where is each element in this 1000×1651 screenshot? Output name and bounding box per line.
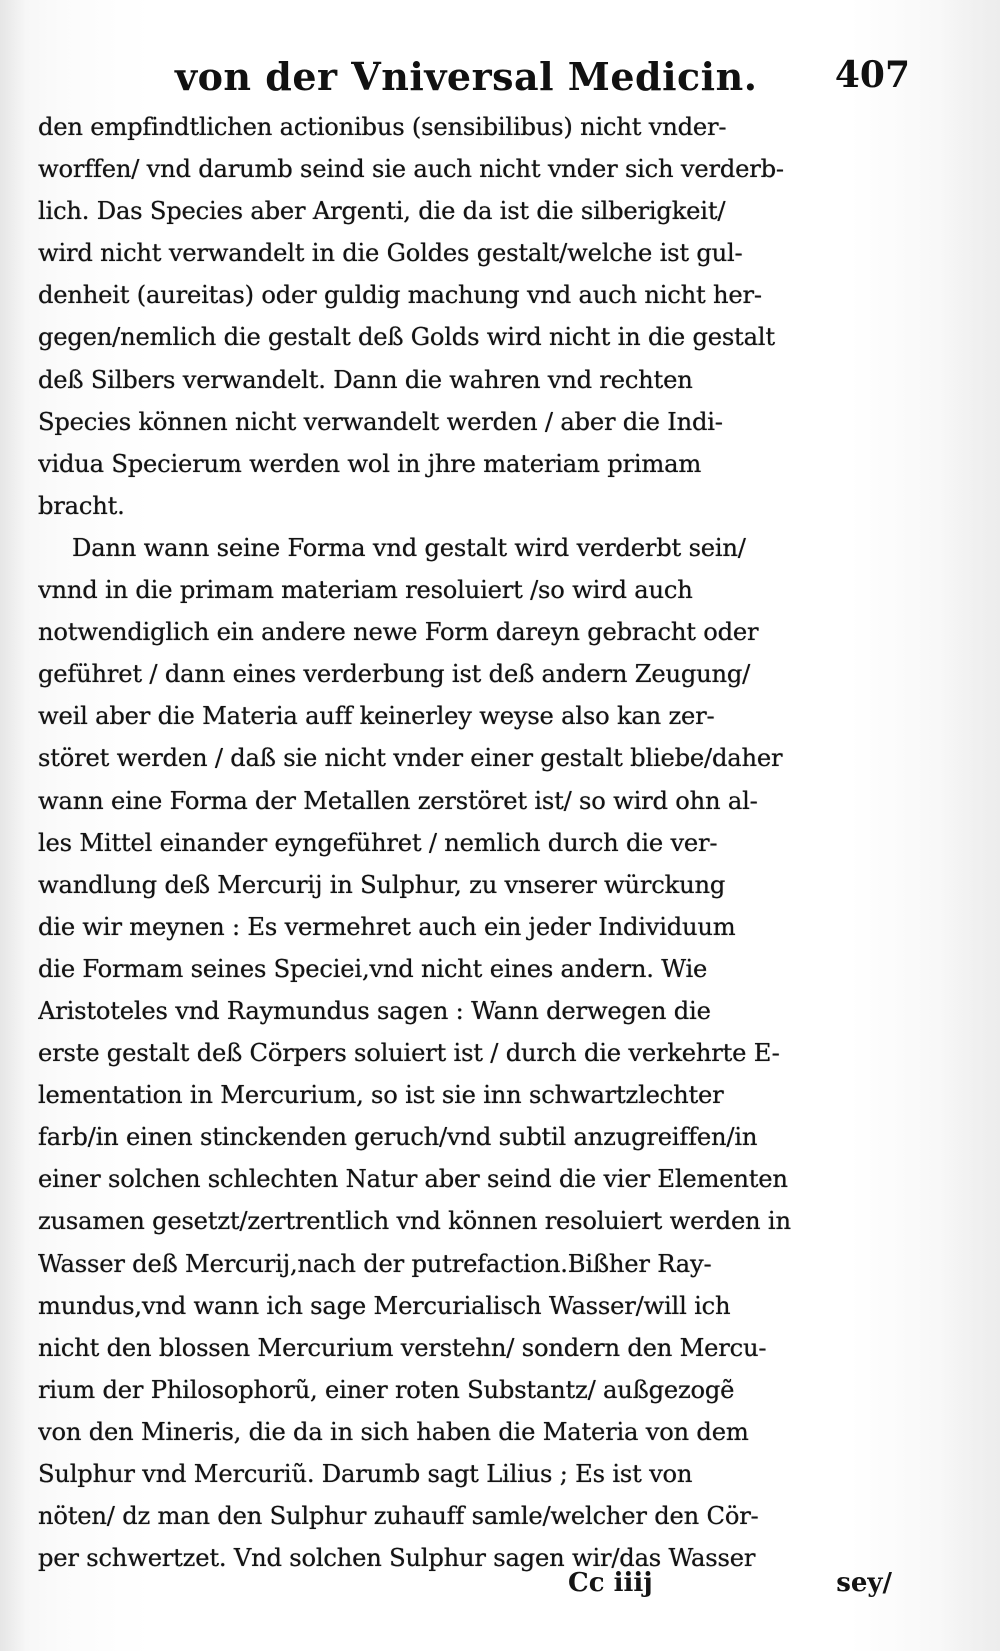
page-number: 407 <box>834 54 910 96</box>
text-line: worffen/ vnd darumb seind sie auch nicht vnder sich verderb- <box>38 155 784 184</box>
text-line: wandlung deß Mercurij in Sulphur, zu vnserer würckung <box>38 870 726 899</box>
page-shadow-right <box>940 0 1000 1651</box>
text-line: erste gestalt deß Cörpers soluiert ist / durch die verkehrte E- <box>38 1039 780 1068</box>
text-line: Sulphur vnd Mercuriũ. Darumb sagt Lilius ; Es ist von <box>38 1460 693 1488</box>
text-line: notwendiglich ein andere newe Form dareyn gebracht oder <box>38 618 759 647</box>
text-line: denheit (aureitas) oder guldig machung vnd auch nicht her- <box>38 281 762 310</box>
text-line: farb/in einen stinckenden geruch/vnd subtil anzugreiffen/in <box>38 1123 758 1152</box>
text-line: nöten/ dz man den Sulphur zuhauff samle/welcher den Cör- <box>38 1502 759 1531</box>
text-line: zusamen gesetzt/zertrentlich vnd können resoluiert werden in <box>38 1207 791 1236</box>
page-shadow-left <box>0 0 26 1651</box>
text-line: von den Mineris, die da in sich haben die Materia von dem <box>38 1417 749 1446</box>
catchword: sey/ <box>836 1568 892 1598</box>
text-line: Species können nicht verwandelt werden / aber die Indi- <box>38 407 723 436</box>
text-line: Aristoteles vnd Raymundus sagen : Wann derwegen die <box>38 996 711 1025</box>
paragraph-start-line: Dann wann seine Forma vnd gestalt wird verderbt sein/ <box>72 533 746 562</box>
text-line: rium der Philosophorũ, einer roten Substantz/ außgezogẽ <box>38 1375 735 1404</box>
text-line: per schwertzet. Vnd solchen Sulphur sagen wir/das Wasser <box>38 1544 756 1573</box>
text-line: geführet / dann eines verderbung ist deß andern Zeugung/ <box>38 660 751 689</box>
text-line: nicht den blossen Mercurium verstehn/ sondern den Mercu- <box>38 1333 767 1362</box>
text-line: lich. Das Species aber Argenti, die da ist die silberigkeit/ <box>38 197 726 226</box>
text-line: vnnd in die primam materiam resoluiert /so wird auch <box>38 576 693 605</box>
text-line: deß Silbers verwandelt. Dann die wahren vnd rechten <box>38 365 693 394</box>
text-line: les Mittel einander eyngeführet / nemlich durch die ver- <box>38 828 718 857</box>
signature-mark: Cc iiij <box>568 1568 653 1598</box>
running-title: von der Vniversal Medicin. <box>175 54 758 99</box>
text-line: gegen/nemlich die gestalt deß Golds wird nicht in die gestalt <box>38 323 775 352</box>
text-line: weil aber die Materia auff keinerley weyse also kan zer- <box>38 702 715 731</box>
text-line: mundus,vnd wann ich sage Mercurialisch Wasser/will ich <box>38 1291 731 1320</box>
text-line: bracht. <box>38 491 125 520</box>
text-line: die Formam seines Speciei,vnd nicht eines andern. Wie <box>38 954 708 983</box>
text-line: vidua Specierum werden wol in jhre materiam primam <box>38 449 702 478</box>
text-line: den empfindtlichen actionibus (sensibilibus) nicht vnder- <box>38 113 727 141</box>
text-line: die wir meynen : Es vermehret auch ein jeder Individuum <box>38 912 736 941</box>
body-text <box>38 106 892 1579</box>
text-line: einer solchen schlechten Natur aber seind die vier Elementen <box>38 1165 788 1194</box>
page-header <box>40 50 910 100</box>
text-line: lementation in Mercurium, so ist sie inn schwartzlechter <box>38 1081 724 1110</box>
text-line: wann eine Forma der Metallen zerstöret ist/ so wird ohn al- <box>38 786 758 815</box>
text-line: störet werden / daß sie nicht vnder einer gestalt bliebe/daher <box>38 744 783 773</box>
page-footer <box>38 1560 892 1608</box>
text-line: Wasser deß Mercurij,nach der putrefaction.Bißher Ray- <box>38 1249 712 1278</box>
text-line: wird nicht verwandelt in die Goldes gestalt/welche ist gul- <box>38 239 743 268</box>
